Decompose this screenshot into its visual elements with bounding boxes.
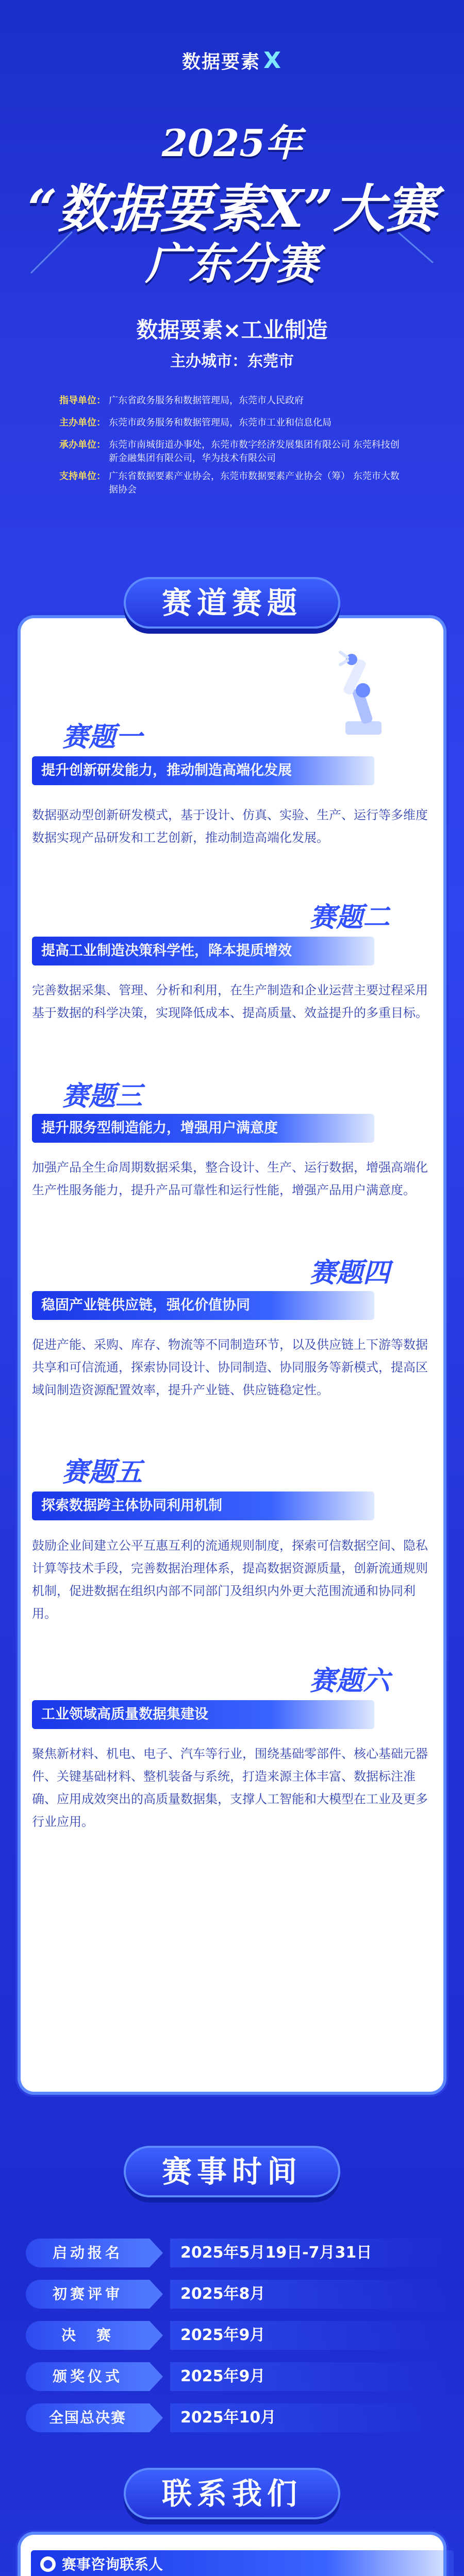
hero-sub-title: 广东分赛 [145,238,319,289]
schedule-row [26,2321,438,2350]
consult-contacts-header: ● 赛事咨询联系人 [31,2550,454,2576]
arrow-icon [150,2280,163,2309]
hero-main-title: “数据要素X”大赛 [27,178,437,239]
track-5-title: 探索数据跨主体协同利用机制 [32,1492,374,1520]
track-6-title: 工业领域高质量数据集建设 [32,1700,374,1729]
track-1-tag: 赛题一 [62,721,143,753]
arrow-icon [150,2403,163,2432]
track-2-body: 完善数据采集、管理、分析和利用，在生产制造和企业运营主要过程采用基于数据的科学决策，实现降低成本、提高质量、效益提升的多重目标。 [32,983,428,1020]
schedule-date: 2025年9月 [170,2362,449,2391]
track-5-tag: 赛题五 [62,1456,143,1488]
track-2-tag: 赛题二 [309,902,390,933]
schedule-row [26,2239,438,2267]
brand-name: 数据要素 [182,52,261,73]
schedule-label: 决 赛 [26,2321,150,2350]
hero-year: 2025年 [161,121,303,165]
arrow-icon [150,2362,163,2391]
track-2-title: 提高工业制造决策科学性，降本提质增效 [32,937,374,965]
track-4-title: 稳固产业链供应链，强化价值协同 [32,1291,374,1320]
brand-logo [0,47,464,74]
tracks-section-title: 赛道赛题 [124,577,340,629]
schedule-date: 2025年5月19日-7月31日 [170,2239,449,2267]
arrow-icon [150,2239,163,2267]
track-3-title: 提升服务型制造能力，增强用户满意度 [32,1114,374,1143]
schedule-label: 启动报名 [26,2239,150,2267]
competition-theme: 数据要素×工业制造 [136,317,328,343]
person-icon: ● [40,2556,56,2572]
schedule-row [26,2362,438,2391]
schedule-row [26,2280,438,2309]
organizer-supporter: 支持单位： 广东省数据要素产业协会，东莞市数据要素产业协会（筹） 东莞市大数据协会 [59,471,400,495]
track-4-body: 促进产能、采购、库存、物流等不同制造环节，以及供应链上下游等数据共享和可信流通，探索协同设计、协同制造、协同服务等新模式，提高区域间制造资源配置效率，提升产业链、供应链稳定性。 [32,1337,428,1397]
schedule-section-title: 赛事时间 [124,2146,340,2197]
track-3-body: 加强产品全生命周期数据采集，整合设计、生产、运行数据，增强高端化生产性服务能力，提升产品可靠性和运行性能，增强产品用户满意度。 [32,1160,428,1197]
track-6-tag: 赛题六 [309,1665,390,1697]
schedule-row [26,2403,438,2432]
host-city: 主办城市：东莞市 [170,352,294,370]
robot-arm-icon [325,639,402,742]
track-4-tag: 赛题四 [309,1257,390,1289]
arrow-icon [150,2321,163,2350]
track-3-tag: 赛题三 [62,1080,143,1112]
schedule-label: 颁奖仪式 [26,2362,150,2391]
track-1-body: 数据驱动型创新研发模式，基于设计、仿真、实验、生产、运行等多维度数据实现产品研发和工艺创新，推动制造高端化发展。 [32,808,428,845]
schedule-date: 2025年9月 [170,2321,449,2350]
organizer-undertaker: 承办单位： 东莞市南城街道办事处，东莞市数字经济发展集团有限公司 东莞科技创新金融集团有限公司，华为技术有限公司 [59,439,400,464]
schedule-label: 全国总决赛 [26,2403,150,2432]
brand-x-mark: X [263,47,282,74]
schedule-date: 2025年8月 [170,2280,449,2309]
track-5-body: 鼓励企业间建立公平互惠互利的流通规则制度，探索可信数据空间、隐私计算等技术手段，完善数据治理体系，提高数据资源质量，创新流通规则机制，促进数据在组织内部不同部门及组织内外更大范围流通和协同利用。 [32,1538,428,1621]
contact-section-title: 联系我们 [124,2468,340,2519]
organizer-host: 主办单位： 东莞市政务服务和数据管理局，东莞市工业和信息化局 [59,417,332,428]
organizer-guidance: 指导单位： 广东省政务服务和数据管理局，东莞市人民政府 [59,395,304,406]
track-1-title: 提升创新研发能力，推动制造高端化发展 [32,756,374,785]
schedule-label: 初赛评审 [26,2280,150,2309]
track-6-body: 聚焦新材料、机电、电子、汽车等行业，围绕基础零部件、核心基础元器件、关键基础材料、整机装备与系统，打造来源主体丰富、数据标注准确、应用成效突出的高质量数据集，支撑人工智能和大模型在工业及更多行业应用。 [32,1747,428,1829]
schedule-date: 2025年10月 [170,2403,449,2432]
